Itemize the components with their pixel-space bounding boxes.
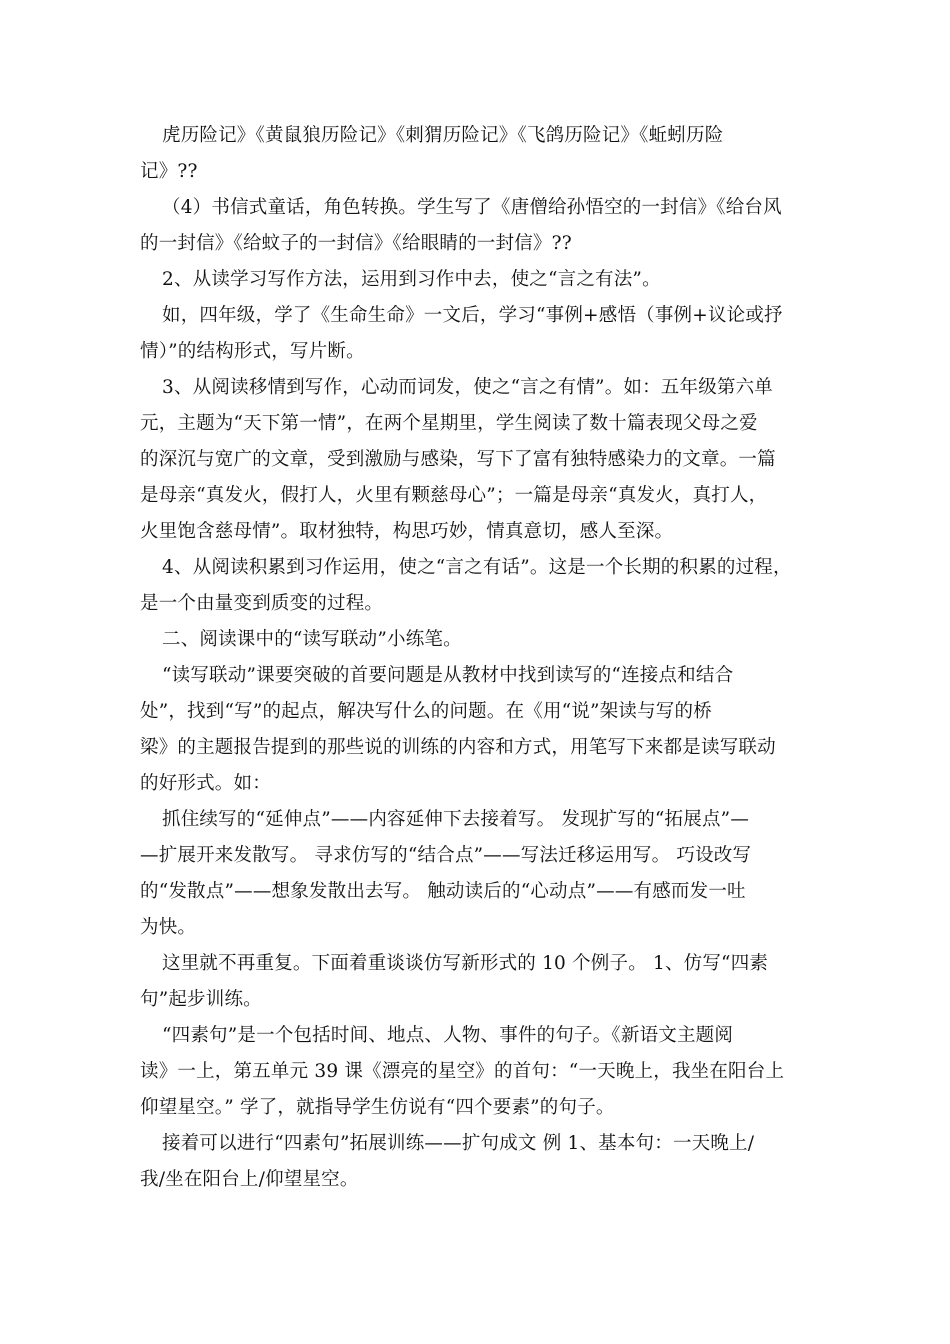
text-line: 读》一上，第五单元 39 课《漂亮的星空》的首句：“一天晚上，我坐在阳台上 (140, 1061, 785, 1082)
text-line: 仰望星空。” 学了，就指导学生仿说有“四个要素”的句子。 (140, 1097, 615, 1118)
text-line: 情）”的结构形式，写片断。 (140, 341, 365, 362)
text-line: 的一封信》《给蚊子的一封信》《给眼睛的一封信》?? (140, 233, 572, 254)
text-line: 的好形式。如： (140, 773, 271, 794)
text-line: 我/坐在阳台上/仰望星空。 (140, 1169, 359, 1190)
text-line: 3、从阅读移情到写作，心动而词发，使之“言之有情”。如：五年级第六单 (162, 377, 773, 398)
text-line: 处”，找到“写”的起点，解决写什么的问题。在《用“说”架读与写的桥 (140, 701, 712, 722)
text-line: 的深沉与宽广的文章，受到激励与感染，写下了富有独特感染力的文章。一篇 (140, 449, 776, 470)
text-line: 是母亲“真发火，假打人，火里有颗慈母心”；一篇是母亲“真发火，真打人， (140, 485, 768, 506)
text-line: 为快。 (140, 917, 197, 938)
text-line: 梁》的主题报告提到的那些说的训练的内容和方式，用笔写下来都是读写联动 (140, 737, 776, 758)
text-line: 4、从阅读积累到习作运用，使之“言之有话”。这是一个长期的积累的过程， (162, 557, 792, 578)
text-line: 虎历险记》《黄鼠狼历险记》《刺猬历险记》《飞鸽历险记》《蚯蚓历险 (162, 125, 724, 146)
text-line: 如，四年级，学了《生命生命》一文后，学习“事例+感悟（事例+议论或抒 (162, 305, 783, 326)
text-line: 火里饱含慈母情”。取材独特，构思巧妙，情真意切，感人至深。 (140, 521, 674, 542)
text-line: 的“发散点”——想象发散出去写。 触动读后的“心动点”——有感而发一吐 (140, 881, 746, 902)
text-line: 接着可以进行“四素句”拓展训练——扩句成文 例 1、基本句：一天晚上/ (162, 1133, 755, 1154)
text-line: “四素句”是一个包括时间、地点、人物、事件的句子。《新语文主题阅 (162, 1025, 734, 1046)
text-line: 句”起步训练。 (140, 989, 262, 1010)
text-line: 2、从读学习写作方法，运用到习作中去，使之“言之有法”。 (162, 269, 661, 290)
text-line: —扩展开来发散写。 寻求仿写的“结合点”——写法迁移运用写。 巧设改写 (140, 845, 752, 866)
text-line: 是一个由量变到质变的过程。 (140, 593, 384, 614)
text-line: （4）书信式童话，角色转换。学生写了《唐僧给孙悟空的一封信》《给台风 (162, 197, 782, 218)
text-line: “读写联动”课要突破的首要问题是从教材中找到读写的“连接点和结合 (162, 665, 734, 686)
text-line: 二、阅读课中的“读写联动”小练笔。 (162, 629, 462, 650)
text-line: 记》?? (140, 161, 198, 182)
text-line: 抓住续写的“延伸点”——内容延伸下去接着写。 发现扩写的“拓展点”— (162, 809, 750, 830)
text-line: 元，主题为“天下第一情”，在两个星期里，学生阅读了数十篇表现父母之爱 (140, 413, 758, 434)
text-line: 这里就不再重复。下面着重谈谈仿写新形式的 10 个例子。 1、仿写“四素 (162, 953, 769, 974)
